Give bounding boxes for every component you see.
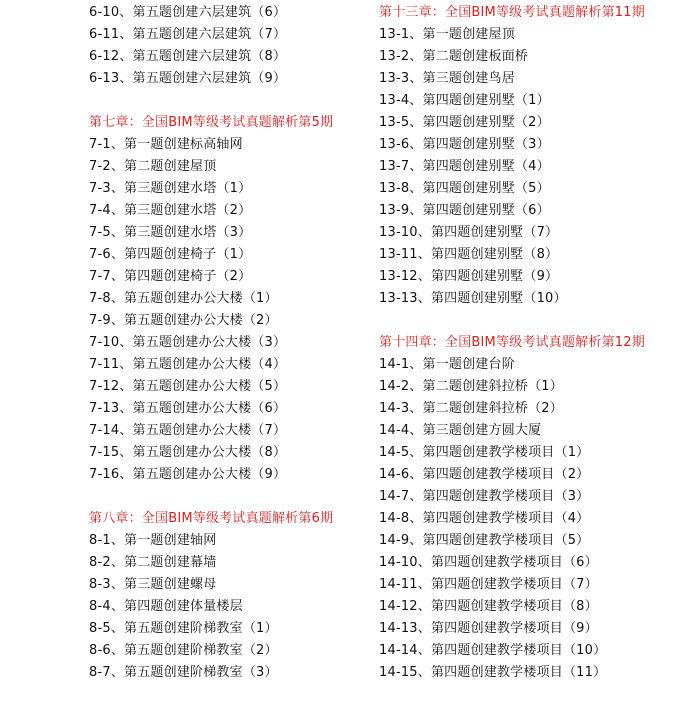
lesson-item: 6-10、第五题创建六层建筑（6）: [89, 5, 287, 20]
lesson-item: 13-5、第四题创建别墅（2）: [379, 115, 550, 130]
lesson-item: 13-4、第四题创建别墅（1）: [379, 93, 550, 108]
lesson-item: 7-7、第四题创建椅子（2）: [89, 269, 252, 284]
left-column: [89, 2, 379, 684]
lesson-item: 7-11、第五题创建办公大楼（4）: [89, 357, 287, 372]
lesson-item: 7-4、第三题创建水塔（2）: [89, 203, 252, 218]
chapter-heading: 第八章：全国BIM等级考试真题解析第6期: [89, 511, 334, 526]
lesson-item: 14-7、第四题创建教学楼项目（3）: [379, 489, 590, 504]
lesson-item: 7-10、第五题创建办公大楼（3）: [89, 335, 287, 350]
lesson-item: 7-16、第五题创建办公大楼（9）: [89, 467, 287, 482]
lesson-item: 6-12、第五题创建六层建筑（8）: [89, 49, 287, 64]
section-spacer: [89, 486, 379, 508]
lesson-item: 7-1、第一题创建标高轴网: [89, 137, 243, 152]
lesson-item: 13-10、第四题创建别墅（7）: [379, 225, 559, 240]
lesson-item: 14-6、第四题创建教学楼项目（2）: [379, 467, 590, 482]
lesson-item: 13-3、第三题创建鸟居: [379, 71, 515, 86]
section-spacer: [89, 90, 379, 112]
lesson-item: 7-8、第五题创建办公大楼（1）: [89, 291, 278, 306]
lesson-item: 7-15、第五题创建办公大楼（8）: [89, 445, 287, 460]
lesson-item: 8-3、第三题创建螺母: [89, 577, 217, 592]
lesson-item: 7-3、第三题创建水塔（1）: [89, 181, 252, 196]
lesson-item: 14-9、第四题创建教学楼项目（5）: [379, 533, 590, 548]
lesson-item: 13-11、第四题创建别墅（8）: [379, 247, 559, 262]
right-column: [379, 2, 694, 684]
lesson-item: 7-2、第二题创建屋顶: [89, 159, 217, 174]
lesson-item: 8-2、第二题创建幕墙: [89, 555, 217, 570]
lesson-item: 14-1、第一题创建台阶: [379, 357, 515, 372]
lesson-item: 14-10、第四题创建教学楼项目（6）: [379, 555, 598, 570]
lesson-item: 8-1、第一题创建轴网: [89, 533, 217, 548]
lesson-item: 13-2、第二题创建板面桥: [379, 49, 529, 64]
lesson-item: 7-12、第五题创建办公大楼（5）: [89, 379, 287, 394]
lesson-item: 8-4、第四题创建体量楼层: [89, 599, 243, 614]
lesson-item: 14-14、第四题创建教学楼项目（10）: [379, 643, 607, 658]
lesson-item: 7-5、第三题创建水塔（3）: [89, 225, 252, 240]
lesson-item: 13-1、第一题创建屋顶: [379, 27, 515, 42]
lesson-item: 7-6、第四题创建椅子（1）: [89, 247, 252, 262]
lesson-item: 14-8、第四题创建教学楼项目（4）: [379, 511, 590, 526]
lesson-item: 13-6、第四题创建别墅（3）: [379, 137, 550, 152]
lesson-item: 14-12、第四题创建教学楼项目（8）: [379, 599, 598, 614]
lesson-item: 13-12、第四题创建别墅（9）: [379, 269, 559, 284]
lesson-item: 7-9、第五题创建办公大楼（2）: [89, 313, 278, 328]
lesson-item: 6-13、第五题创建六层建筑（9）: [89, 71, 287, 86]
section-spacer: [379, 310, 694, 332]
lesson-item: 14-2、第二题创建斜拉桥（1）: [379, 379, 563, 394]
lesson-item: 14-11、第四题创建教学楼项目（7）: [379, 577, 598, 592]
lesson-item: 14-4、第三题创建方圆大厦: [379, 423, 542, 438]
lesson-item: 13-7、第四题创建别墅（4）: [379, 159, 550, 174]
lesson-item: 13-9、第四题创建别墅（6）: [379, 203, 550, 218]
lesson-item: 14-3、第二题创建斜拉桥（2）: [379, 401, 563, 416]
chapter-heading: 第十四章：全国BIM等级考试真题解析第12期: [379, 335, 645, 350]
lesson-item: 6-11、第五题创建六层建筑（7）: [89, 27, 287, 42]
lesson-item: 14-15、第四题创建教学楼项目（11）: [379, 665, 607, 680]
chapter-heading: 第十三章：全国BIM等级考试真题解析第11期: [379, 5, 645, 20]
lesson-item: 14-13、第四题创建教学楼项目（9）: [379, 621, 598, 636]
lesson-item: 7-13、第五题创建办公大楼（6）: [89, 401, 287, 416]
lesson-item: 8-5、第五题创建阶梯教室（1）: [89, 621, 278, 636]
lesson-item: 7-14、第五题创建办公大楼（7）: [89, 423, 287, 438]
lesson-item: 13-13、第四题创建别墅（10）: [379, 291, 567, 306]
lesson-item: 8-7、第五题创建阶梯教室（3）: [89, 665, 278, 680]
chapter-heading: 第七章：全国BIM等级考试真题解析第5期: [89, 115, 334, 130]
lesson-item: 13-8、第四题创建别墅（5）: [379, 181, 550, 196]
lesson-item: 8-6、第五题创建阶梯教室（2）: [89, 643, 278, 658]
lesson-item: 14-5、第四题创建教学楼项目（1）: [379, 445, 590, 460]
